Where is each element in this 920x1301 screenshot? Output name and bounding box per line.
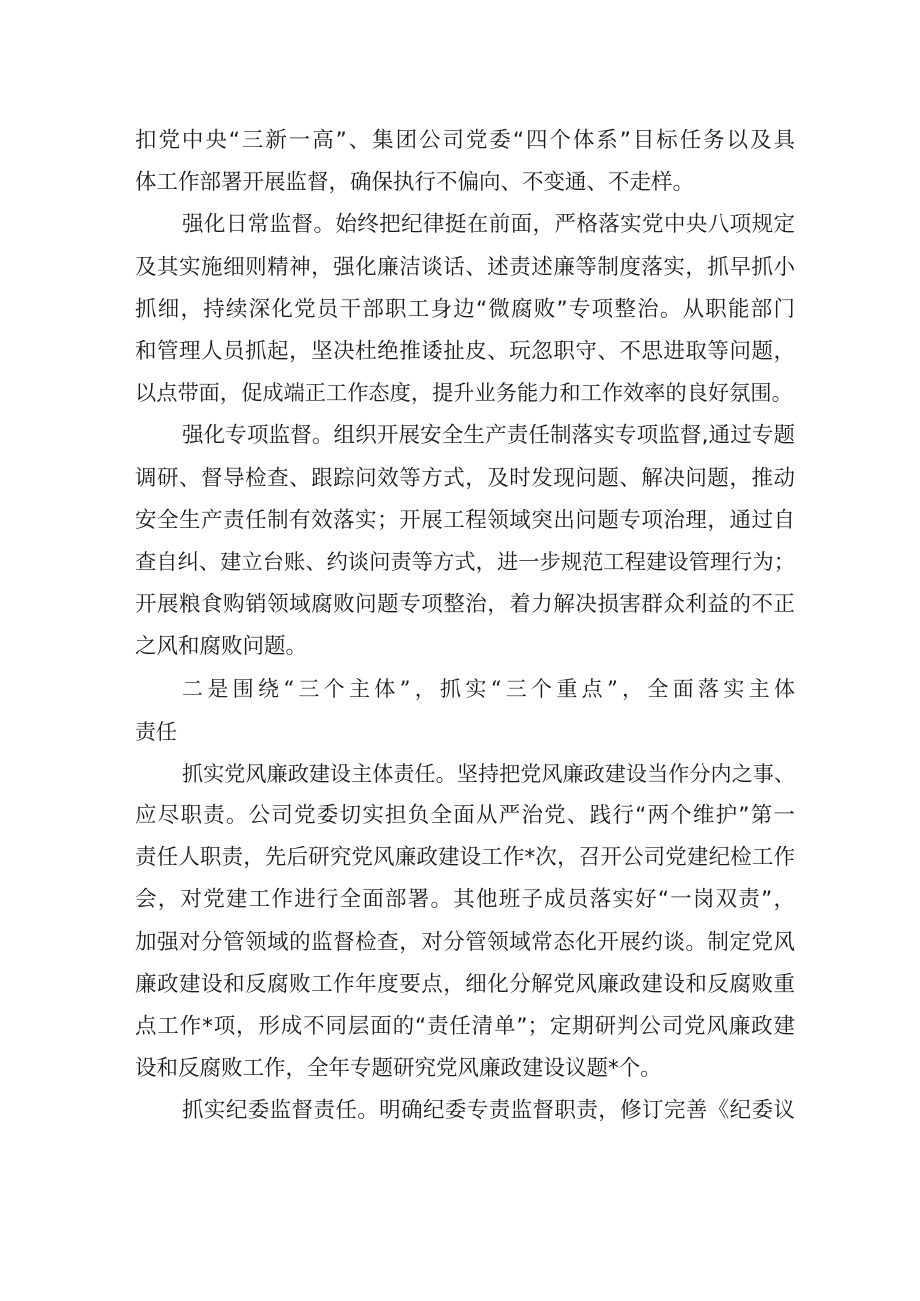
text-line: 加强对分管领域的监督检查，对分管领域常态化开展约谈。制定党风 (135, 929, 795, 955)
text-line: 安全生产责任制有效落实；开展工程领域突出问题专项治理，通过自 (135, 507, 795, 533)
section-heading-line: 二是围绕“三个主体”，抓实“三个重点”，全面落实主体 (182, 677, 795, 702)
text-line: 扣党中央“三新一高”、集团公司党委“四个体系”目标任务以及具 (135, 128, 795, 153)
text-line: 开展粮食购销领域腐败问题专项整治，着力解决损害群众利益的不正 (135, 592, 795, 618)
text-line: 之风和腐败问题。 (135, 634, 308, 660)
text-line: 会，对党建工作进行全面部署。其他班子成员落实好“一岗双责”， (135, 887, 795, 913)
text-line: 及其实施细则精神，强化廉洁谈话、述责述廉等制度落实，抓早抓小 (135, 254, 795, 280)
text-line: 以点带面，促成端正工作态度，提升业务能力和工作效率的良好氛围。 (135, 381, 793, 407)
text-line: 体工作部署开展监督，确保执行不偏向、不变通、不走样。 (135, 170, 695, 196)
paragraph-heading-line: 抓实纪委监督责任。明确纪委专责监督职责，修订完善《纪委议 (182, 1098, 795, 1124)
text-line: 设和反腐败工作，全年专题研究党风廉政建设议题*个。 (135, 1056, 662, 1082)
text-line: 调研、督导检查、跟踪问效等方式，及时发现问题、解决问题，推动 (135, 465, 795, 491)
text-line: 抓细，持续深化党员干部职工身边“微腐败”专项整治。从职能部门 (135, 296, 795, 322)
section-heading-line: 责任 (135, 719, 177, 744)
body-text (135, 120, 795, 1133)
text-line: 责任人职责，先后研究党风廉政建设工作*次，召开公司党建纪检工作 (135, 845, 795, 871)
text-line: 应尽职责。公司党委切实担负全面从严治党、践行“两个维护”第一 (135, 803, 795, 828)
paragraph-heading-line: 强化专项监督。组织开展安全生产责任制落实专项监督,通过专题 (182, 423, 795, 449)
paragraph-heading-line: 抓实党风廉政建设主体责任。坚持把党风廉政建设当作分内之事、 (182, 760, 795, 786)
text-line: 和管理人员抓起，坚决杜绝推诿扯皮、玩忽职守、不思进取等问题， (135, 338, 795, 364)
text-line: 廉政建设和反腐败工作年度要点，细化分解党风廉政建设和反腐败重 (135, 971, 795, 997)
paragraph-heading-line: 强化日常监督。始终把纪律挺在前面，严格落实党中央八项规定 (182, 212, 795, 238)
text-line: 查自纠、建立台账、约谈问责等方式，进一步规范工程建设管理行为； (135, 549, 795, 575)
text-line: 点工作*项，形成不同层面的“责任清单”；定期研判公司党风廉政建 (135, 1013, 795, 1039)
